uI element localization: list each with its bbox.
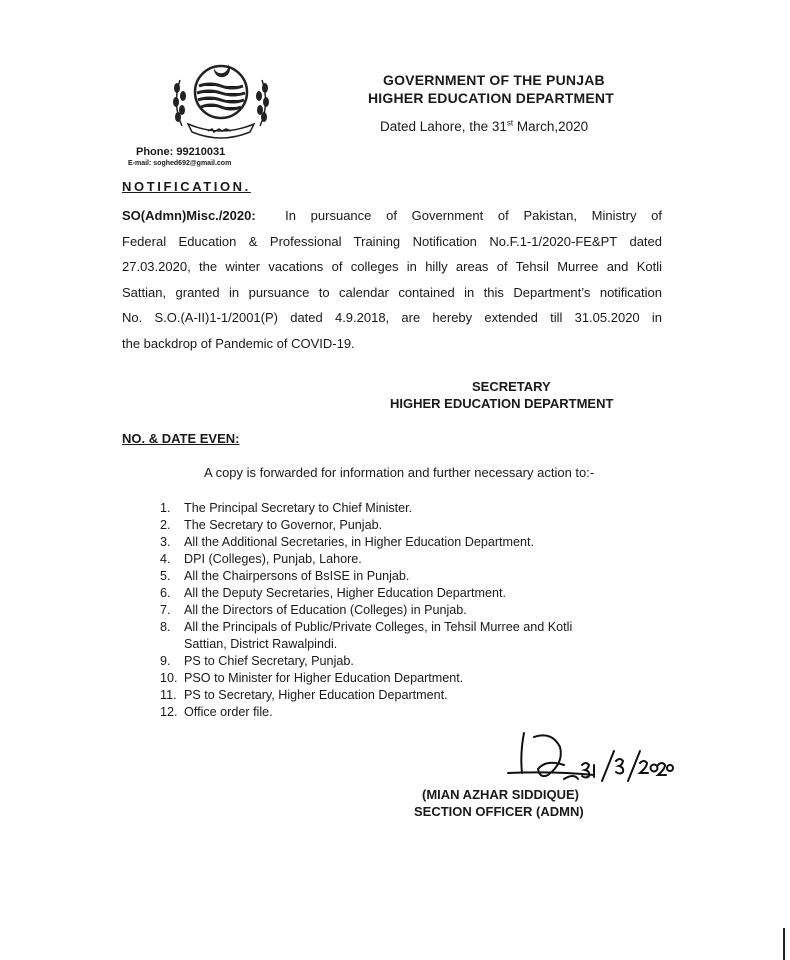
item-number: 11. <box>160 688 177 702</box>
item-text: Office order file. <box>184 705 273 719</box>
dated-line <box>380 119 588 134</box>
item-number: 2. <box>160 518 171 532</box>
item-text: All the Additional Secretaries, in Higher Education Department. <box>184 535 535 549</box>
list-item <box>160 619 660 636</box>
reference-number: SO(Admn)Misc./2020: <box>122 208 256 223</box>
email-address: E-mail: soghed692@gmail.com <box>128 160 232 167</box>
phone-number: Phone: 99210031 <box>136 146 226 158</box>
item-number: 12. <box>160 705 178 719</box>
list-item <box>160 585 660 602</box>
item-number: 6. <box>160 586 171 600</box>
government-title: GOVERNMENT OF THE PUNJAB <box>383 72 605 88</box>
list-item <box>160 704 660 721</box>
notification-body <box>122 203 662 357</box>
punjab-crest-icon <box>168 52 274 140</box>
body-line: No. S.O.(A-II)1-1/2001(P) dated 4.9.2018, are hereby extended till 31.05.2020 in <box>122 310 662 326</box>
item-number: 7. <box>160 603 171 617</box>
body-line: 27.03.2020, the winter vacations of colleges in hilly areas of Tehsil Murree and Kotli <box>122 259 662 275</box>
list-item <box>160 568 660 585</box>
copy-forwarded-text: A copy is forwarded for information and further necessary action to:- <box>204 465 595 480</box>
list-item <box>160 602 660 619</box>
department-title: HIGHER EDUCATION DEPARTMENT <box>368 90 614 106</box>
item-text: All the Directors of Education (Colleges) in Punjab. <box>184 603 467 617</box>
item-number: 3. <box>160 535 171 549</box>
item-text: All the Deputy Secretaries, Higher Education Department. <box>184 586 507 600</box>
item-text: The Secretary to Governor, Punjab. <box>184 518 383 532</box>
item-text: All the Chairpersons of BsISE in Punjab. <box>184 569 410 583</box>
page-edge-mark <box>783 928 785 960</box>
item-text: The Principal Secretary to Chief Minister. <box>184 501 413 515</box>
list-item <box>160 500 660 517</box>
item-text: All the Principals of Public/Private Colleges, in Tehsil Murree and Kotli <box>184 620 573 634</box>
item-text: PSO to Minister for Higher Education Department. <box>184 671 464 685</box>
dated-prefix: Dated Lahore, the 31 <box>380 119 507 134</box>
list-item <box>160 534 660 551</box>
item-number: 4. <box>160 552 171 566</box>
body-line: the backdrop of Pandemic of COVID-19. <box>122 335 355 351</box>
list-item <box>160 670 660 687</box>
secretary-title: SECRETARY <box>472 379 551 394</box>
list-item-continuation: Sattian, District Rawalpindi. <box>184 637 338 651</box>
recipient-list <box>160 500 660 721</box>
item-number: 8. <box>160 620 171 634</box>
number-date-heading: NO. & DATE EVEN: <box>122 431 240 446</box>
signatory-position: SECTION OFFICER (ADMN) <box>414 804 584 819</box>
body-line <box>122 203 662 229</box>
item-text: DPI (Colleges), Punjab, Lahore. <box>184 552 362 566</box>
item-text: PS to Chief Secretary, Punjab. <box>184 654 354 668</box>
body-line: Federal Education & Professional Training Notification No.F.1-1/2020-FE&PT dated <box>122 233 662 249</box>
list-item <box>160 517 660 534</box>
dated-ordinal: st <box>506 118 514 128</box>
signatory-name: (MIAN AZHAR SIDDIQUE) <box>422 787 579 802</box>
item-number: 10. <box>160 671 178 685</box>
secretary-department: HIGHER EDUCATION DEPARTMENT <box>390 396 614 411</box>
body-text: In pursuance of Government of Pakistan, Ministry of <box>285 208 663 223</box>
item-number: 9. <box>160 654 171 668</box>
dated-suffix: March,2020 <box>513 119 589 134</box>
notification-heading: NOTIFICATION. <box>122 179 251 194</box>
list-item <box>160 551 660 568</box>
item-number: 5. <box>160 569 171 583</box>
item-text: PS to Secretary, Higher Education Department. <box>184 688 448 702</box>
item-number: 1. <box>160 501 171 515</box>
list-item <box>160 653 660 670</box>
list-item <box>160 687 660 704</box>
body-line: Sattian, granted in pursuance to calendar contained in this Department’s notification <box>122 284 662 300</box>
